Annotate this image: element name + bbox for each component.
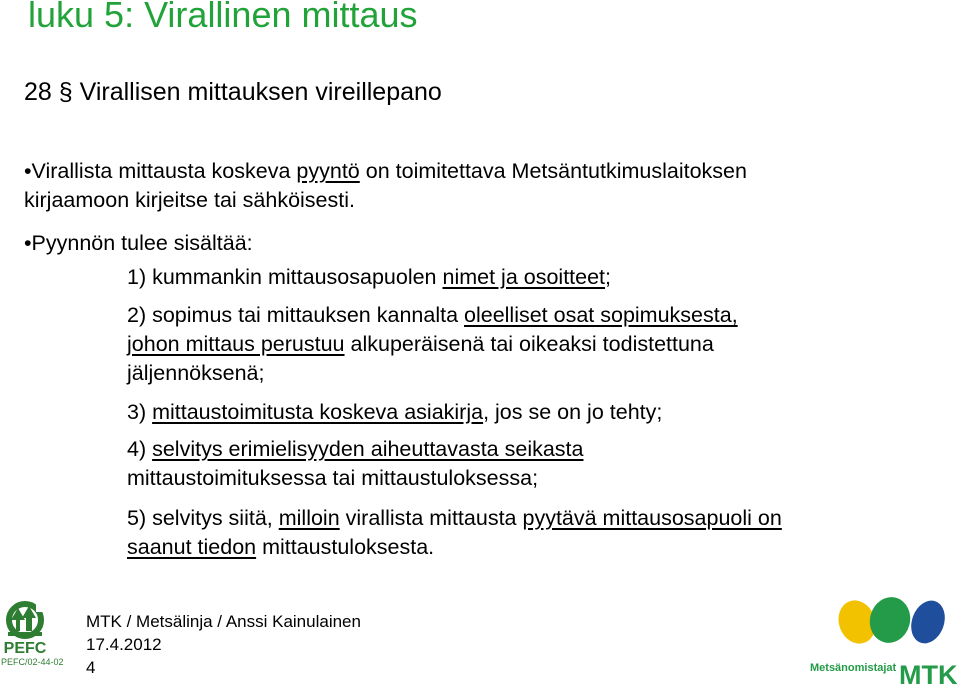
underlined-term: selvitys erimielisyyden aiheuttavasta seikasta <box>152 437 584 461</box>
footer-date: 17.4.2012 <box>86 635 162 654</box>
footer-info <box>86 610 361 679</box>
underlined-term-request: pyyntö <box>296 159 360 183</box>
pefc-label: PEFC <box>3 640 47 657</box>
mtk-label: MTK <box>899 660 958 687</box>
underlined-term: milloin <box>278 506 340 530</box>
list-item-1: 1) kummankin mittausosapuolen nimet ja osoitteet; <box>127 265 612 289</box>
underlined-term: johon mittaus perustuu <box>127 332 345 356</box>
section-heading: 28 § Virallisen mittauksen vireillepano <box>24 78 442 106</box>
list-item-4-line2: mittaustoimituksessa tai mittaustuloksessa; <box>127 466 539 490</box>
bullet-dot: • <box>24 231 32 255</box>
page-number: 4 <box>86 658 96 677</box>
list-item-2-line1: 2) sopimus tai mittauksen kannalta oleelliset osat sopimuksesta, <box>127 303 738 327</box>
list-item-4-line1: 4) selvitys erimielisyyden aiheuttavasta seikasta <box>127 437 584 461</box>
pefc-code: PEFC/02-44-02 <box>1 657 64 667</box>
list-item-5-line1: 5) selvitys siitä, milloin virallista mittausta pyytävä mittausosapuoli on <box>127 506 782 530</box>
pefc-logo-icon <box>0 598 60 687</box>
list-item-2-line2: johon mittaus perustuu alkuperäisenä tai oikeaksi todistettuna <box>127 332 714 356</box>
bullet-contents: •Pyynnön tulee sisältää: <box>24 231 253 255</box>
underlined-term: pyytävä mittausosapuoli on <box>522 506 782 530</box>
underlined-term: nimet ja osoitteet <box>442 265 606 289</box>
underlined-term: mittaustoimitusta koskeva asiakirja <box>152 400 484 424</box>
list-item-3: 3) mittaustoimitusta koskeva asiakirja, jos se on jo tehty; <box>127 400 663 424</box>
underlined-term: oleelliset osat sopimuksesta, <box>464 303 738 327</box>
bullet-dot: • <box>24 159 32 183</box>
bullet-request-line1: •Virallista mittausta koskeva pyyntö on toimitettava Metsäntutkimuslaitoksen <box>24 159 747 183</box>
mtk-logo-icon <box>808 596 959 687</box>
list-item-5-line2: saanut tiedon mittaustuloksesta. <box>127 535 435 559</box>
underlined-term: saanut tiedon <box>127 535 257 559</box>
bullet-request-line2: kirjaamoon kirjeitse tai sähköisesti. <box>24 188 355 212</box>
footer-author: MTK / Metsälinja / Anssi Kainulainen <box>86 612 361 631</box>
list-item-2-line3: jäljennöksenä; <box>127 361 265 385</box>
slide-title: luku 5: Virallinen mittaus <box>28 0 418 35</box>
org-name: Metsänomistajat <box>810 662 897 674</box>
